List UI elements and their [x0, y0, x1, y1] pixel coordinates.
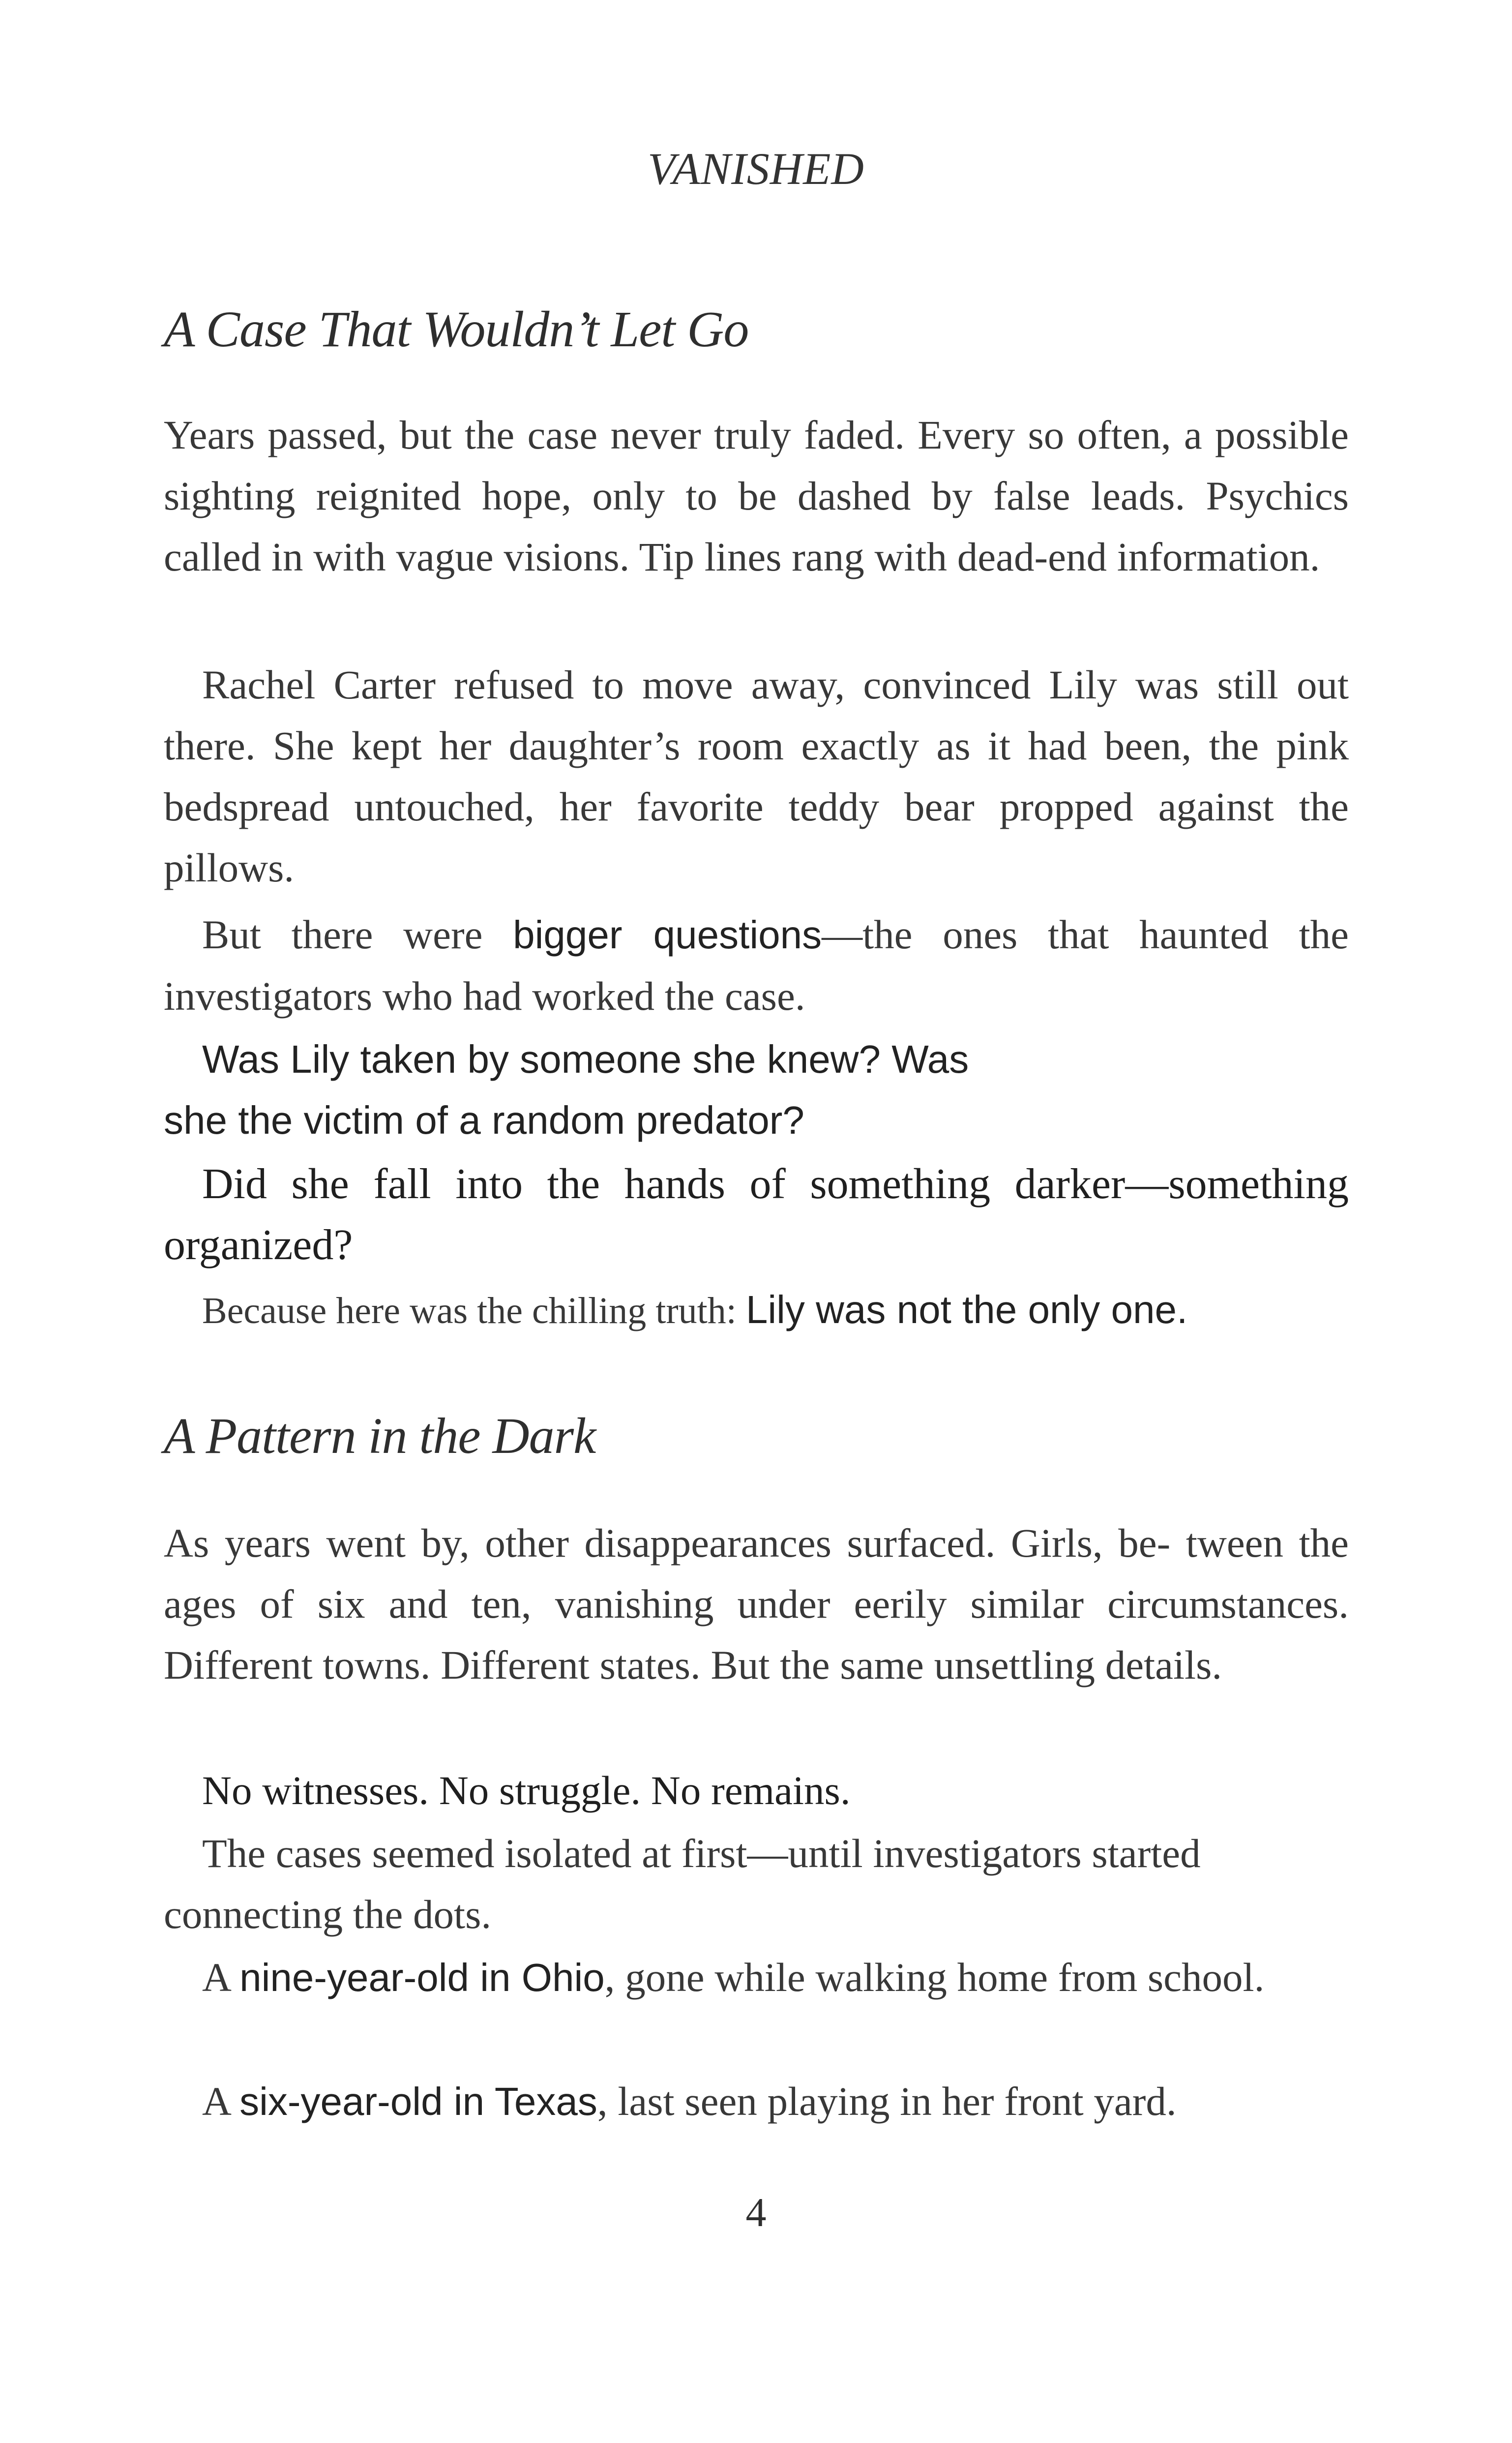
- paragraph-ohio: [164, 1947, 1314, 2008]
- paragraph-lead: But there were: [202, 912, 513, 957]
- paragraph-lead: Because here was the chilling truth:: [202, 1290, 746, 1331]
- section-heading-case: A Case That Wouldn’t Let Go: [164, 301, 749, 358]
- paragraph-connecting-dots: The cases seemed isolated at first—until investigators started connecting the dots.: [164, 1831, 1201, 1937]
- paragraph-other-disappearances: As years went by, other disappearances surfaced. Girls, be- tween the ages of six and ten, vanishing under eerily similar circumstances. Different towns. Different states. But the same unsettling details.: [164, 1520, 1349, 1688]
- paragraph-no-witnesses: No witnesses. No struggle. No remains.: [202, 1768, 851, 1813]
- paragraph-tail: , gone while walking home from school.: [604, 1955, 1265, 2000]
- emphasis-ohio: nine-year-old in Ohio: [239, 1956, 605, 1999]
- paragraph-tail: , last seen playing in her front yard.: [597, 2079, 1177, 2124]
- emphasis-not-the-only-one: Lily was not the only one.: [745, 1288, 1188, 1331]
- page-number: 4: [745, 2190, 767, 2235]
- paragraph-rachel-carter: Rachel Carter refused to move away, convinced Lily was still out there. She kept her daughter’s room exactly as it had been, the pink bedspread untouched, her favorite teddy bear propped against the pillows.: [164, 662, 1349, 890]
- paragraph-bigger-questions: [164, 904, 1349, 1026]
- emphasis-texas: six-year-old in Texas: [239, 2080, 597, 2123]
- paragraph-something-darker: Did she fall into the hands of something darker—something organized?: [164, 1160, 1349, 1269]
- running-head: VANISHED: [648, 144, 864, 194]
- paragraph-was-lily-taken: Was Lily taken by someone she knew? Was she the victim of a random predator?: [164, 1037, 969, 1142]
- paragraph-tail: —the ones that haunted the investigators who had worked the case.: [164, 912, 1349, 1019]
- paragraph-chilling-truth: [164, 1279, 1349, 1341]
- paragraph-lead: A: [202, 2079, 240, 2124]
- emphasis-bigger-questions: bigger questions: [513, 913, 822, 957]
- paragraph-texas: [164, 2071, 1349, 2132]
- paragraph-lead: A: [202, 1955, 240, 2000]
- paragraph-years-passed: Years passed, but the case never truly faded. Every so often, a possible sighting reignited hope, only to be dashed by false leads. Psychics called in with vague visions. Tip lines rang with dead-end information.: [164, 412, 1349, 579]
- section-heading-pattern: A Pattern in the Dark: [164, 1408, 596, 1464]
